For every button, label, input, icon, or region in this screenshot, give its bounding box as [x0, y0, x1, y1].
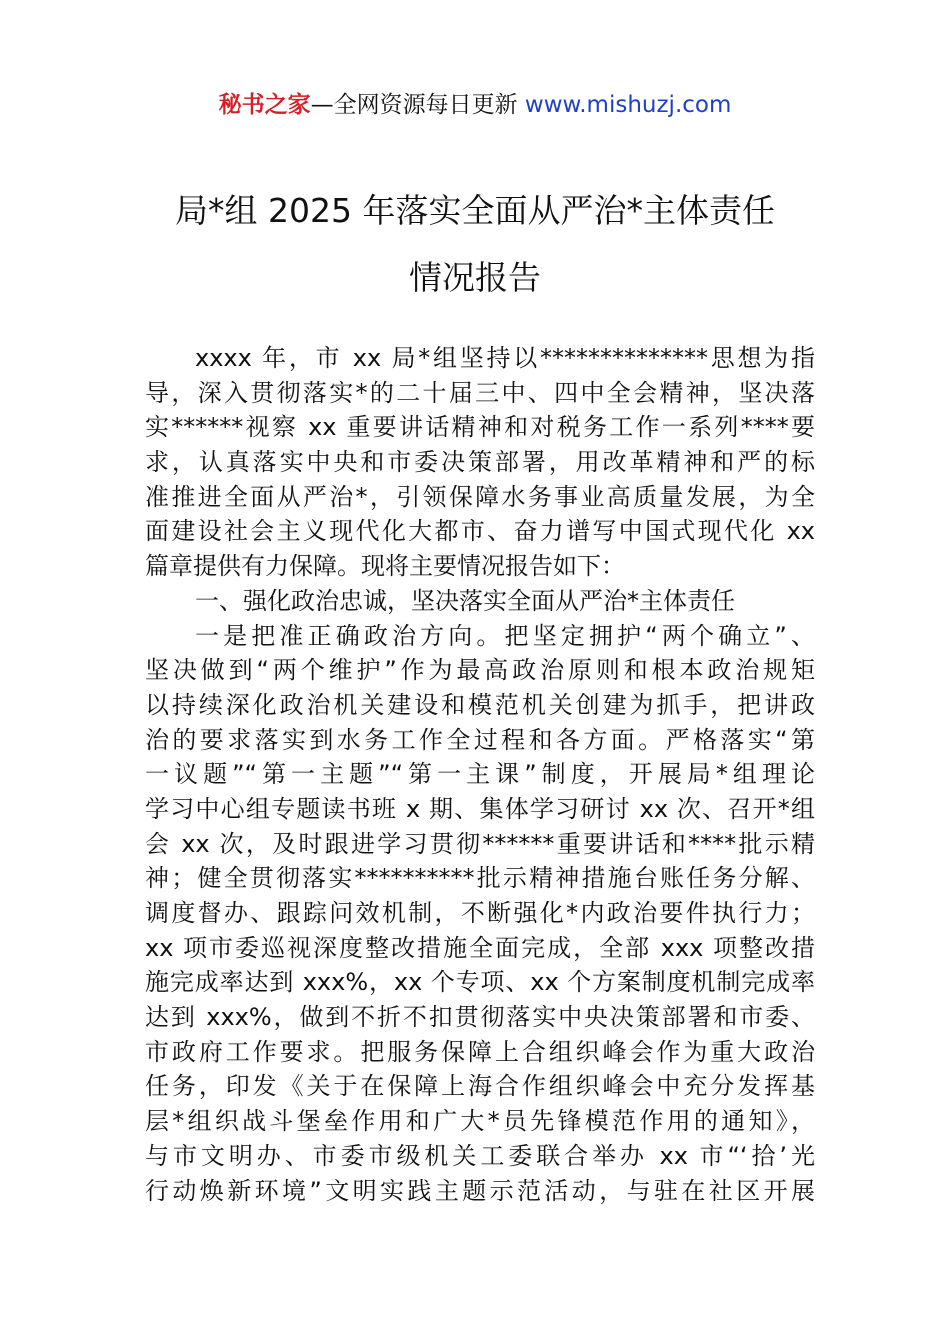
- site-brand: 秘书之家: [218, 92, 311, 118]
- section-heading: 一、强化政治忠诚，坚决落实全面从严治*主体责任: [195, 586, 735, 615]
- header-slogan: 全网资源每日更新: [333, 92, 518, 118]
- body-line: 求，认真落实中央和市委决策部署，用改革精神和严的标: [145, 448, 815, 477]
- body-line: 任务，印发《关于在保障上海合作组织峰会中充分发挥基: [145, 1072, 815, 1101]
- document-title-line-2: 情况报告: [409, 258, 541, 297]
- body-line: 导，深入贯彻落实*的二十届三中、四中全会精神，坚决落: [145, 378, 815, 407]
- body-line: 行动焕新环境”文明实践主题示范活动，与驻在社区开展: [145, 1176, 815, 1205]
- document-title-line-1: 局*组 2025 年落实全面从严治*主体责任: [175, 191, 775, 230]
- site-header: [0, 88, 950, 122]
- body-line: 篇章提供有力保障。现将主要情况报告如下：: [145, 552, 625, 581]
- body-line: 市政府工作要求。把服务保障上合组织峰会作为重大政治: [145, 1037, 815, 1066]
- body-line: 以持续深化政治机关建设和模范机关创建为抓手，把讲政: [145, 690, 815, 719]
- body-line: 会 xx 次，及时跟进学习贯彻******重要讲话和****批示精: [145, 829, 815, 858]
- body-line: 实******视察 xx 重要讲话精神和对税务工作一系列****要: [145, 413, 815, 442]
- body-line: xxxx 年，市 xx 局*组坚持以**************思想为指: [195, 344, 815, 372]
- body-line: 面建设社会主义现代化大都市、奋力谱写中国式现代化 xx: [145, 517, 815, 546]
- body-line: 坚决做到“两个维护”作为最高政治原则和根本政治规矩: [145, 656, 815, 685]
- body-line: 一议题”“第一主题”“第一主课”制度，开展局*组理论: [145, 760, 815, 789]
- site-url-link[interactable]: www.mishuzj.com: [524, 92, 732, 118]
- body-line: 达到 xxx%，做到不折不扣贯彻落实中央决策部署和市委、: [145, 1003, 815, 1032]
- header-dash: —: [310, 92, 334, 118]
- document-body: [145, 341, 815, 1208]
- body-line: 一是把准正确政治方向。把坚定拥护“两个确立”、: [195, 621, 815, 650]
- body-line: 神；健全贯彻落实**********批示精神措施台账任务分解、: [145, 864, 815, 893]
- body-line: xx 项市委巡视深度整改措施全面完成，全部 xxx 项整改措: [145, 933, 815, 962]
- body-line: 层*组织战斗堡垒作用和广大*员先锋模范作用的通知》，: [145, 1107, 815, 1136]
- body-line: 调度督办、跟踪问效机制，不断强化*内政治要件执行力；: [145, 899, 815, 927]
- body-line: 学习中心组专题读书班 x 期、集体学习研讨 xx 次、召开*组: [145, 794, 815, 823]
- body-line: 施完成率达到 xxx%，xx 个专项、xx 个方案制度机制完成率: [145, 968, 815, 997]
- body-line: 准推进全面从严治*，引领保障水务事业高质量发展，为全: [145, 482, 815, 511]
- body-line: 治的要求落实到水务工作全过程和各方面。严格落实“第: [145, 725, 815, 754]
- body-line: 与市文明办、市委市级机关工委联合举办 xx 市“‘拾’光: [145, 1141, 815, 1170]
